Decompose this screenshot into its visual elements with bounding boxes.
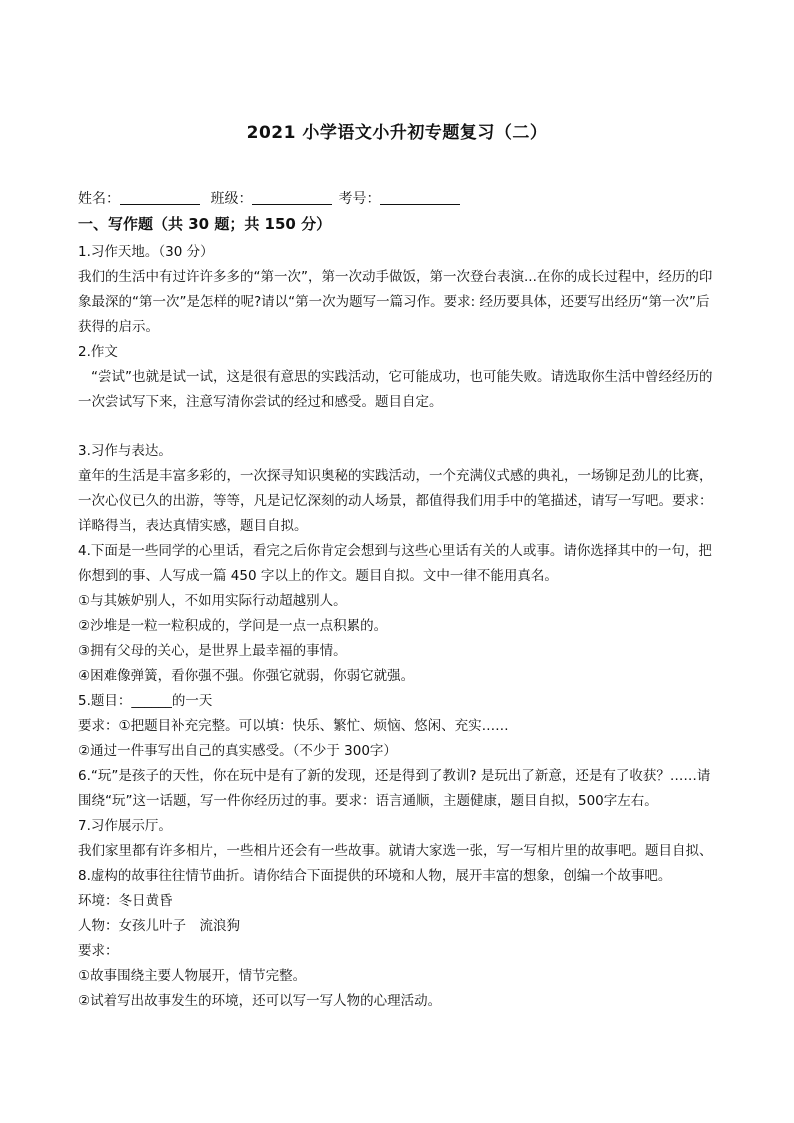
q8-environment: 环境：冬日黄昏 <box>78 893 173 909</box>
question-list <box>78 240 720 1014</box>
q5-requirement: 要求：①把题目补充完整。可以填：快乐、繁忙、烦恼、悠闲、充实…… <box>78 718 509 734</box>
q4-body: 4.下面是一些同学的心里话，看完之后你肯定会想到与这些心里话有关的人或事。请你选择其中的一句，把你想到的事、人写成一篇 450 字以上的作文。题目自拟。文中一律不能用真名。 <box>78 543 712 584</box>
q3-body: 童年的生活是丰富多彩的，一次探寻知识奥秘的实践活动，一个充满仪式感的典礼，一场铆足劲儿的比赛，一次心仪已久的出游，等等，凡是记忆深刻的动人场景，都值得我们用手中的笔描述，请写一写吧。要求：详略得当，表达真情实感，题目自拟。 <box>78 468 713 534</box>
class-blank[interactable] <box>252 190 332 205</box>
blank-gap <box>78 415 720 439</box>
q1-heading: 1.习作天地。（30 分） <box>78 244 214 260</box>
q8-item: ①故事围绕主要人物展开，情节完整。 <box>78 968 307 984</box>
exam-number-label: 考号： <box>338 191 381 207</box>
exam-number-blank[interactable] <box>380 190 460 205</box>
q6-body: 6.“玩”是孩子的天性，你在玩中是有了新的发现，还是得到了教训? 是玩出了新意，还是有了收获？……请围绕“玩”这一话题，写一件你经历过的事。要求：语言通顺，主题健康，题目自拟，500字左右。 <box>78 768 711 809</box>
q8-requirement-label: 要求： <box>78 943 119 959</box>
q5-heading: 5.题目：______的一天 <box>78 693 213 709</box>
q4-item: ③拥有父母的关心，是世界上最幸福的事情。 <box>78 643 347 659</box>
q5-requirement: ②通过一件事写出自己的真实感受。（不少于 300字） <box>78 743 397 759</box>
q4-item: ①与其嫉妒别人，不如用实际行动超越别人。 <box>78 593 347 609</box>
q2-heading: 2.作文 <box>78 344 118 360</box>
class-label: 班级： <box>210 191 253 207</box>
document-title: 2021 小学语文小升初专题复习（二） <box>246 123 548 143</box>
q8-characters: 人物：女孩儿叶子 流浪狗 <box>78 918 240 934</box>
q4-item: ②沙堆是一粒一粒积成的，学问是一点一点积累的。 <box>78 618 388 634</box>
q8-body: 8.虚构的故事往往情节曲折。请你结合下面提供的环境和人物，展开丰富的想象，创编一个故事吧。 <box>78 868 672 884</box>
q1-body: 我们的生活中有过许许多多的“第一次”，第一次动手做饭，第一次登台表演...在你的成长过程中，经历的印象最深的“第一次”是怎样的呢?请以“第一次为题写一篇习作。要求: 经历要具体，还要写出经历“第一次”后获得的启示。 <box>78 269 713 335</box>
q7-body: 我们家里都有许多相片，一些相片还会有一些故事。就请大家选一张，写一写相片里的故事吧。题目自拟、 <box>78 843 713 859</box>
section-heading: 一、写作题（共 30 题；共 150 分） <box>78 215 332 233</box>
q7-heading: 7.习作展示厅。 <box>78 818 172 834</box>
q3-heading: 3.习作与表达。 <box>78 443 172 459</box>
q2-body: “尝试”也就是试一试，这是很有意思的实践活动，它可能成功，也可能失败。请选取你生活中曾经经历的一次尝试写下来，注意写清你尝试的经过和感受。题目自定。 <box>78 369 713 410</box>
name-blank[interactable] <box>120 190 200 205</box>
q4-item: ④困难像弹簧，看你强不强。你强它就弱，你弱它就强。 <box>78 668 415 684</box>
name-label: 姓名： <box>78 191 120 207</box>
q8-item: ②试着写出故事发生的环境，还可以写一写人物的心理活动。 <box>78 993 442 1009</box>
student-info-line <box>78 188 466 208</box>
